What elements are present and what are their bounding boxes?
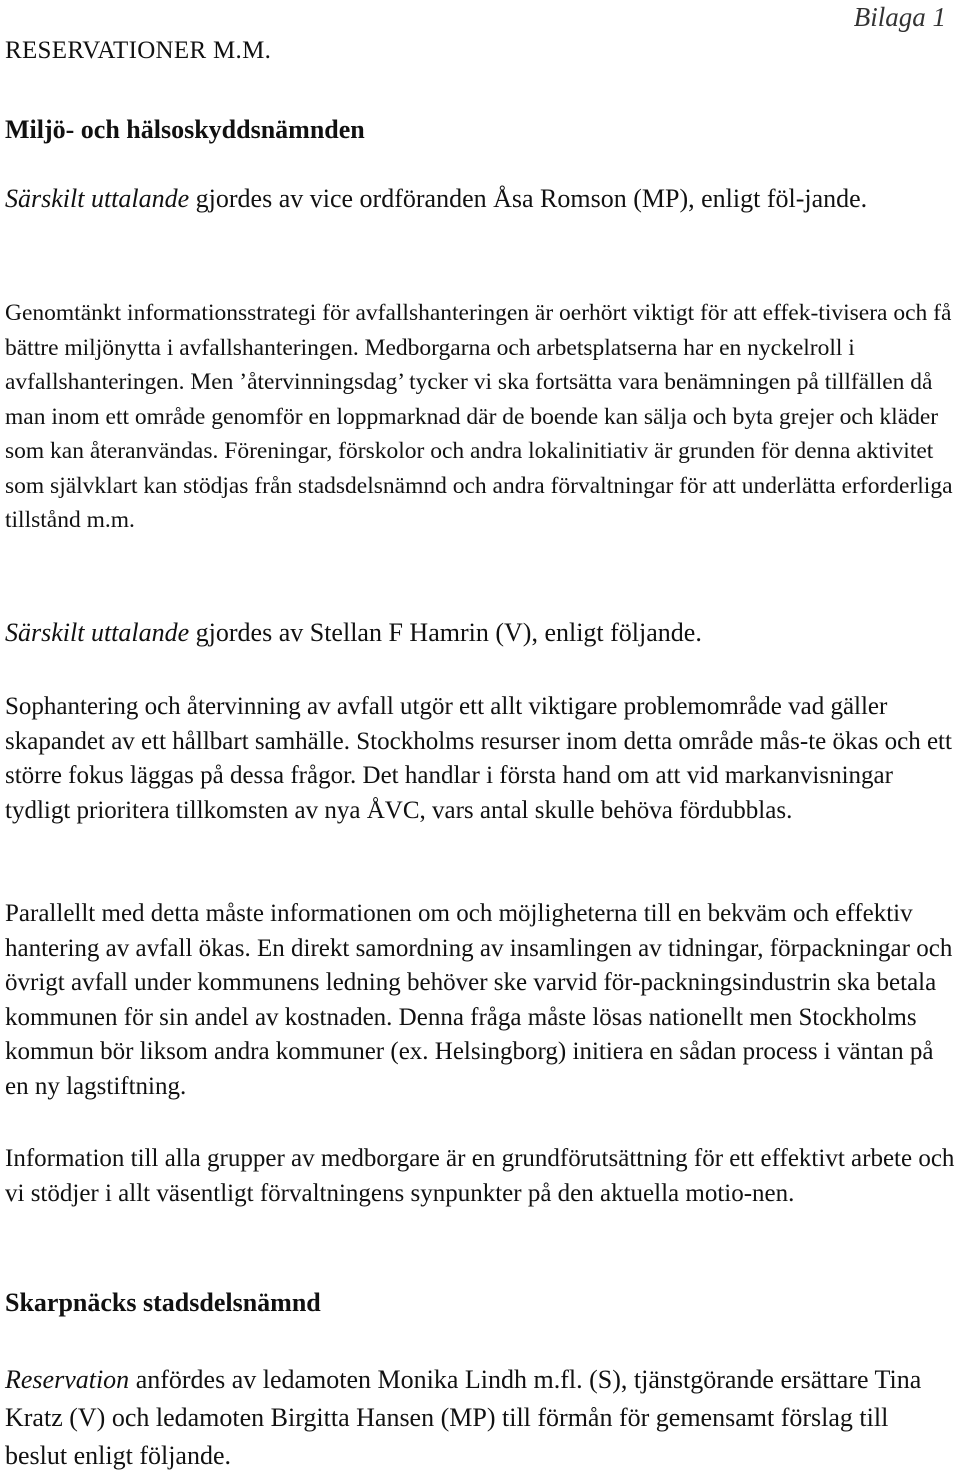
reservation-statement: [5, 1361, 955, 1475]
paragraph-waste-handling: Sophantering och återvinning av avfall utgör ett allt viktigare problemområde vad gäller skapandet av ett hållbart samhälle. Stockholms resurser inom detta område mås-te ökas och ett större fokus läggas på dessa frågor. Det handlar i första hand om att vid markanvisningar tydligt prioritera tillkomsten av nya ÅVC, vars antal skulle behöva fördubblas.: [5, 693, 952, 824]
statement-text: gjordes av Stellan F Hamrin (V), enligt följande.: [189, 618, 702, 647]
statement-text: gjordes av vice ordföranden Åsa Romson (MP), enligt föl-jande.: [189, 184, 868, 213]
statement-lead: Särskilt uttalande: [5, 618, 190, 647]
document-title: RESERVATIONER M.M.: [5, 37, 272, 64]
statement-lead: Särskilt uttalande: [5, 184, 190, 213]
paragraph-information-strategy: Genomtänkt informationsstrategi för avfallshanteringen är oerhört viktigt för att effek-tivisera och få bättre miljönytta i avfallshanteringen. Medborgarna och arbetsplatserna har en nyckelroll i avfallshanteringen. Men ’återvinningsdag’ tycker vi ska fortsätta vara benämningen på tillfällen då man inom ett område genomför en loppmarknad där de boende kan sälja och byta grejer och kläder som kan återanvändas. Föreningar, förskolor och andra lokalinitiativ är grunden för denna aktivitet som självklart kan stödjas från stadsdelsnämnd och andra förvaltningar för att underlätta erforderliga tillstånd m.m.: [5, 300, 953, 533]
section-heading-skarpnack: Skarpnäcks stadsdelsnämnd: [5, 1288, 321, 1317]
reservation-text: anfördes av ledamoten Monika Lindh m.fl. (S), tjänstgörande ersättare Tina Kratz (V) och ledamoten Birgitta Hansen (MP) till förmån för gemensamt förslag till beslut enligt följande.: [5, 1365, 922, 1470]
reservation-lead: Reservation: [5, 1365, 130, 1394]
statement-hamrin: [5, 614, 955, 652]
attachment-label: Bilaga 1: [853, 2, 946, 32]
paragraph-parallel-information: Parallellt med detta måste informationen om och möjligheterna till en bekväm och effektiv hantering av avfall ökas. En direkt samordning av insamlingen av tidningar, förpackningar och övrigt avfall under kommunens ledning behöver ske varvid för-packningsindustrin ska betala kommunen för sin andel av kostnaden. Denna fråga måste lösas nationellt men Stockholms kommun bör liksom andra kommuner (ex. Helsingborg) initiera en sådan process i väntan på en ny lagstiftning.: [5, 900, 953, 1100]
section-heading-miljo: Miljö- och hälsoskyddsnämnden: [5, 115, 365, 144]
paragraph-information-groups: Information till alla grupper av medborgare är en grundförutsättning för ett effektivt arbete och vi stödjer i allt väsentligt förvaltningens synpunkter på den aktuella motio-nen.: [5, 1145, 955, 1207]
statement-romson: [5, 180, 935, 218]
